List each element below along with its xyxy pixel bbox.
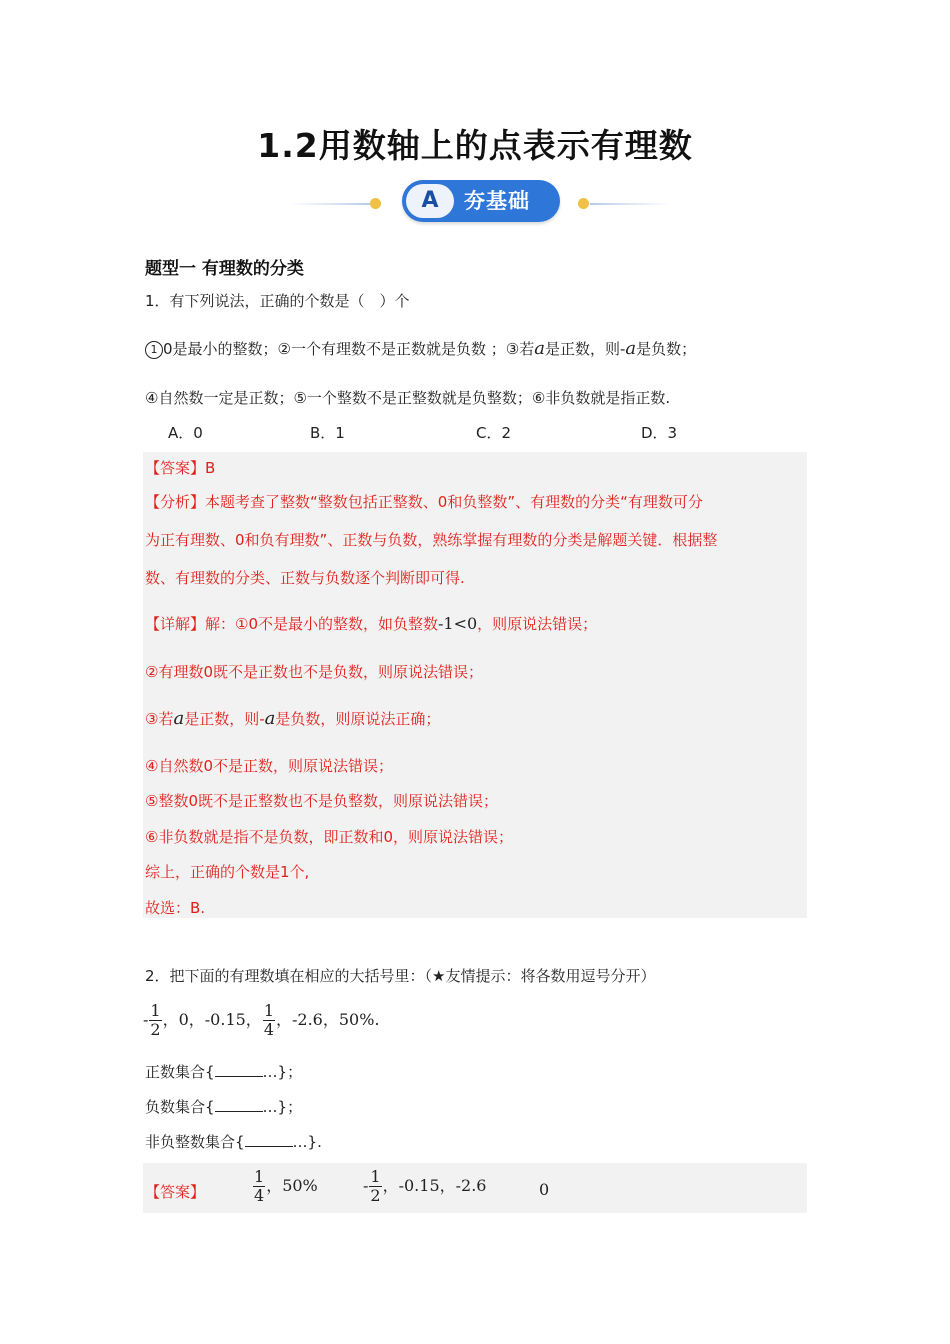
answer-blank[interactable]: [245, 1132, 293, 1147]
section-heading: 题型一 有理数的分类: [145, 259, 304, 279]
numerator: 1: [263, 1001, 274, 1020]
q1-s1-end: 是负数；: [636, 340, 697, 358]
q1-s1-text: 0是最小的整数；②一个有理数不是正数就是负数 ；③若: [163, 340, 535, 358]
option-a: A．0: [168, 424, 203, 442]
q1-detail-line5: ⑤整数0既不是正整数也不是负整数，则原说法错误；: [145, 792, 498, 810]
q1-analysis-line: 为正有理数、0和负有理数”、正数与负数，熟练掌握有理数的分类是解题关键．根据整: [145, 531, 718, 549]
q2-negative-set: [145, 1096, 302, 1117]
badge-letter: A: [406, 184, 454, 218]
badge-divider-right: [590, 203, 670, 205]
set-close: }；: [277, 1063, 303, 1081]
answer-numbers: ，50%: [266, 1176, 318, 1195]
detail-text: 是正数，则-: [184, 710, 265, 728]
badge-dot-left: [370, 198, 381, 209]
minus-sign: -: [143, 1010, 149, 1029]
denominator: 2: [370, 1186, 381, 1205]
q1-analysis-line: 【分析】本题考查了整数“整数包括正整数、0和负整数”、有理数的分类“有理数可分: [145, 493, 703, 511]
q1-statements-line2: ④自然数一定是正数；⑤一个整数不是正整数就是负整数；⑥非负数就是指正数.: [145, 389, 671, 407]
detail-text: ③若: [145, 710, 174, 728]
badge-pill: [402, 180, 560, 222]
answer-blank[interactable]: [215, 1097, 263, 1112]
var-a: a: [173, 708, 185, 729]
minus-sign: -: [363, 1176, 369, 1195]
fraction-half: [369, 1168, 381, 1205]
section-badge: [290, 178, 670, 224]
q2-positive-set: [145, 1061, 302, 1082]
q1-answer: 【答案】B: [145, 459, 216, 477]
ellipsis: …: [262, 1098, 278, 1116]
set-label: 负数集合{: [145, 1098, 215, 1116]
fraction-quarter: [253, 1168, 265, 1205]
detail-text: 【详解】解：①0不是最小的整数，如负整数: [145, 615, 438, 633]
badge-divider-left: [290, 203, 370, 205]
answer-blank[interactable]: [215, 1062, 263, 1077]
page-title: 1.2用数轴上的点表示有理数: [257, 126, 693, 165]
q2-nonneg-int-set: [145, 1131, 322, 1152]
q2-numbers: ，-2.6，50%.: [276, 1010, 380, 1029]
detail-text: 是负数，则原说法正确；: [275, 710, 441, 728]
numerator: 1: [370, 1167, 381, 1186]
ellipsis: …: [262, 1063, 278, 1081]
set-label: 正数集合{: [145, 1063, 215, 1081]
q2-numbers: ，0，-0.15，: [162, 1010, 262, 1029]
q1-analysis-line: 数、有理数的分类、正数与负数逐个判断即可得.: [145, 569, 465, 587]
q1-detail-line2: ②有理数0既不是正数也不是负数，则原说法错误；: [145, 663, 483, 681]
set-close: }；: [277, 1098, 303, 1116]
var-a: a: [625, 338, 637, 359]
q1-detail-line6: ⑥非负数就是指不是负数，即正数和0，则原说法错误；: [145, 828, 513, 846]
badge-text: 夯基础: [464, 189, 530, 213]
q1-detail-line4: ④自然数0不是正数，则原说法错误；: [145, 757, 393, 775]
denominator: 4: [254, 1186, 265, 1205]
numerator: 1: [150, 1001, 161, 1020]
var-a: a: [534, 338, 545, 359]
q2-answer-nonneg: 0: [539, 1180, 550, 1199]
option-c: C．2: [476, 424, 512, 442]
ellipsis: …: [292, 1133, 308, 1151]
math-inequality: -1<0: [438, 614, 478, 633]
option-d: D．3: [641, 424, 678, 442]
numerator: 1: [254, 1167, 265, 1186]
detail-text: ，则原说法错误；: [477, 615, 598, 633]
denominator: 2: [150, 1020, 161, 1039]
set-close: }.: [307, 1133, 322, 1151]
q2-answer-positive: [252, 1168, 318, 1205]
var-a: a: [264, 708, 276, 729]
option-b: B．1: [310, 424, 345, 442]
q1-stem: 1．有下列说法，正确的个数是（ ）个: [145, 292, 410, 310]
fraction-half: [149, 1002, 161, 1039]
q1-detail-line1: [145, 613, 597, 634]
q1-statements-line1: [145, 338, 696, 359]
q2-number-list: [143, 1002, 380, 1039]
q2-answer-negative: [363, 1168, 486, 1205]
q1-s1-mid: 是正数，则-: [544, 340, 626, 358]
q1-detail-line7: 综上，正确的个数是1个,: [145, 863, 310, 881]
q1-answer-box: [143, 452, 807, 918]
q2-stem: 2．把下面的有理数填在相应的大括号里：（★友情提示：将各数用逗号分开）: [145, 967, 656, 985]
q1-detail-line3: [145, 708, 440, 729]
denominator: 4: [263, 1020, 274, 1039]
set-label: 非负整数集合{: [145, 1133, 245, 1151]
answer-numbers: ，-0.15，-2.6: [382, 1176, 487, 1195]
fraction-quarter: [263, 1002, 275, 1039]
circled-number: 1: [145, 341, 163, 359]
q2-answer-label: 【答案】: [145, 1183, 206, 1201]
badge-dot-right: [578, 198, 589, 209]
q1-detail-line8: 故选：B.: [145, 899, 206, 917]
